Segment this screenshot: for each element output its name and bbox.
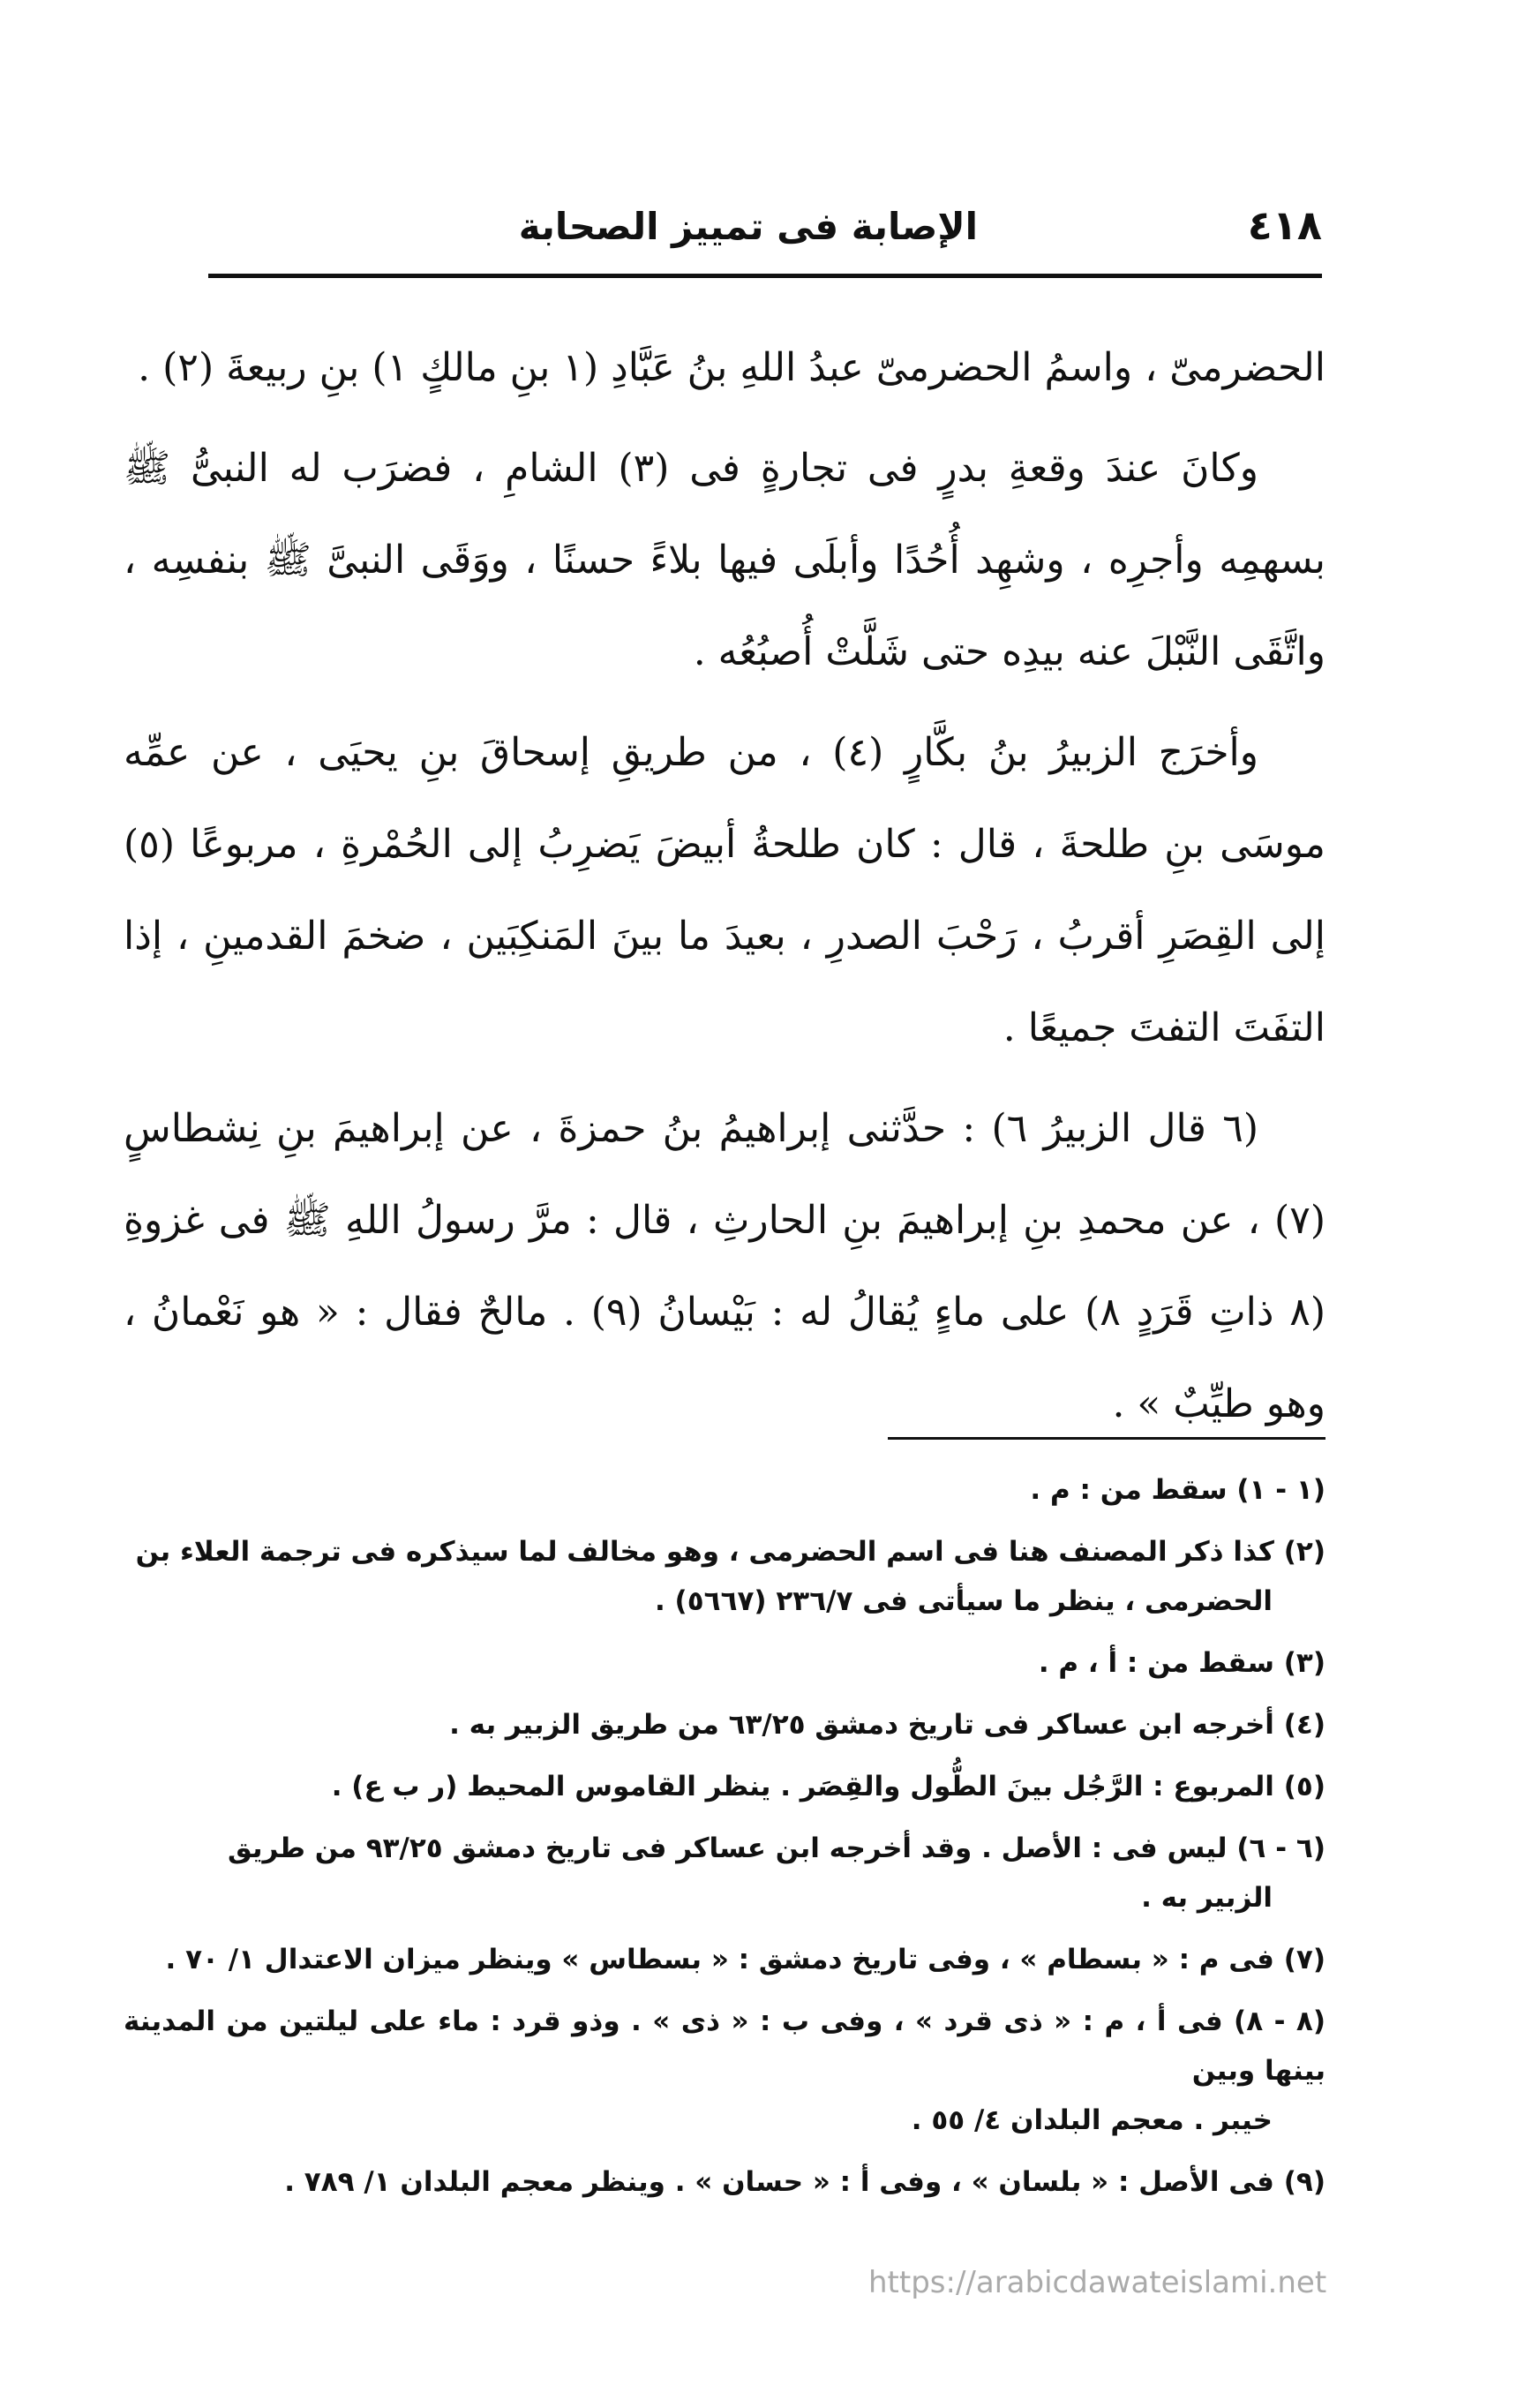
footnote-separator: [888, 1437, 1325, 1440]
footnote-text: (٣) سقط من : أ ، م .: [1038, 1647, 1325, 1679]
footnote-continuation: الحضرمى ، ينظر ما سيأتى فى ٢٣٦/٧ (٥٦٦٧) .: [654, 1585, 1273, 1617]
footnote-text: (١ - ١) سقط من : م .: [1030, 1474, 1325, 1506]
footnote: [124, 1997, 1325, 2145]
page-number: ٤١٨: [1247, 201, 1322, 249]
header-rule: [208, 274, 1322, 278]
footnote: [124, 1638, 1325, 1688]
footnote-text: (٨ - ٨) فى أ ، م : « ذى قرد » ، وفى ب : « ذى » . وذو قرد : ماء على ليلتين من المدينة بينها وبين: [124, 2005, 1326, 2087]
footnote-text: (٤) أخرجه ابن عساكر فى تاريخ دمشق ٦٣/٢٥ من طريق الزبير به .: [449, 1709, 1325, 1741]
watermark-url: https://arabicdawateislami.net: [868, 2265, 1327, 2300]
footnote-text: (٩) فى الأصل : « بلسان » ، وفى أ : « حسان » . وينظر معجم البلدان ١/ ٧٨٩ .: [284, 2166, 1325, 2198]
footnote: [124, 2157, 1325, 2207]
footnote-text: (٥) المربوع : الرَّجُل بينَ الطُّول والقِصَر . ينظر القاموس المحيط (ر ب ع) .: [331, 1771, 1325, 1802]
paragraph: وكانَ عندَ وقعةِ بدرٍ فى تجارةٍ فى (٣) الشامِ ، فضرَب له النبىُّ ﷺ بسهمِه وأجرِه ، وشهِد أُحُدًا وأبلَى فيها بلاءً حسنًا ، ووَقَى النبىَّ ﷺ بنفسِه ، واتَّقَى النَّبْلَ عنه بيدِه حتى شَلَّتْ أُصبُعُه .: [124, 446, 1325, 674]
footnote: [124, 1465, 1325, 1515]
paragraph: وأخرَج الزبيرُ بنُ بكَّارٍ (٤) ، من طريقِ إسحاقَ بنِ يحيَى ، عن عمِّه موسَى بنِ طلحةَ ، قال : كان طلحةُ أبيضَ يَضرِبُ إلى الحُمْرةِ ، مربوعًا (٥) إلى القِصَرِ أقربُ ، رَحْبَ الصدرِ ، بعيدَ ما بينَ المَنكِبَين ، ضخمَ القدمينِ ، إذا التفَتَ التفتَ جميعًا .: [124, 730, 1325, 1050]
footnote-continuation: خيبر . معجم البلدان ٤/ ٥٥ .: [911, 2104, 1273, 2136]
running-title: الإصابة فى تمييز الصحابة: [518, 205, 978, 248]
footnote-text: (٧) فى م : « بسطام » ، وفى تاريخ دمشق : « بسطاس » وينظر ميزان الاعتدال ١/ ٧٠ .: [165, 1944, 1325, 1975]
footnote: [124, 1824, 1325, 1923]
footnote: [124, 1700, 1325, 1750]
paragraph: الحضرمىّ ، واسمُ الحضرمىّ عبدُ اللهِ بنُ عَبَّادِ (١ بنِ مالكٍ ١) بنِ ربيعةَ (٢) .: [138, 345, 1325, 390]
footnotes: [124, 1465, 1325, 2219]
footnote: [124, 1527, 1325, 1626]
footnote: [124, 1762, 1325, 1811]
paragraph: (٦ قال الزبيرُ ٦) : حدَّثنى إبراهيمُ بنُ حمزةَ ، عن إبراهيمَ بنِ نِشطاسٍ (٧) ، عن محمدِ بنِ إبراهيمَ بنِ الحارثِ ، قال : مرَّ رسولُ اللهِ ﷺ فى غزوةِ (٨ ذاتِ قَرَدٍ ٨) على ماءٍ يُقالُ له : بَيْسانُ (٩) . مالحٌ فقال : « هو نَعْمانُ ، وهو طيِّبٌ » .: [124, 1106, 1326, 1426]
page-header: [208, 201, 1322, 263]
footnote-continuation: الزبير به .: [1141, 1882, 1273, 1914]
footnote-text: (٢) كذا ذكر المصنف هنا فى اسم الحضرمى ، وهو مخالف لما سيذكره فى ترجمة العلاء بن: [135, 1536, 1325, 1568]
footnote: [124, 1935, 1325, 1984]
footnote-text: (٦ - ٦) ليس فى : الأصل . وقد أخرجه ابن عساكر فى تاريخ دمشق ٩٣/٢٥ من طريق: [227, 1832, 1325, 1864]
main-text: [124, 322, 1325, 1459]
